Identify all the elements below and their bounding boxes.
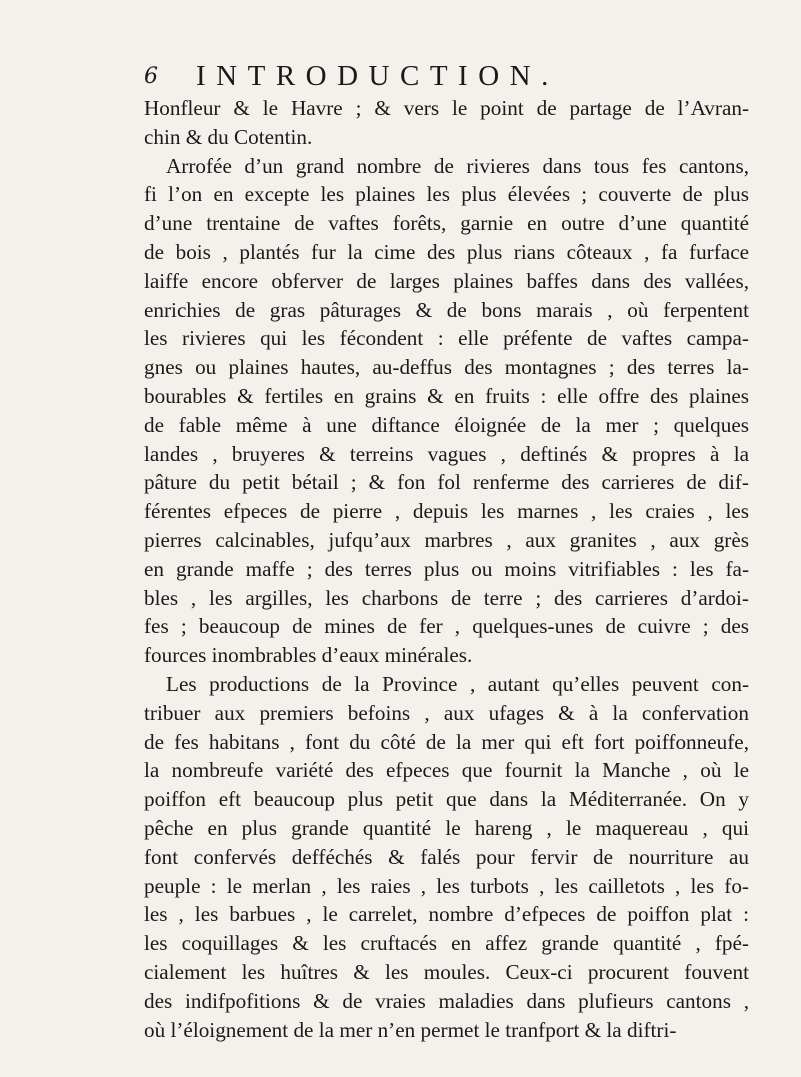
text-line: landes , bruyeres & terreins vagues , deftinés & propres à la	[144, 441, 749, 466]
text-line: tribuer aux premiers befoins , aux ufages & à la confervation	[144, 700, 749, 725]
text-line: font confervés defféchés & falés pour fervir de nourriture au	[144, 844, 749, 869]
text-line: la nombreufe variété des efpeces que fournit la Manche , où le	[144, 758, 749, 783]
text-line: de bois , plantés fur la cime des plus rians côteaux , fa furface	[144, 239, 749, 264]
text-line: pêche en plus grande quantité le hareng , le maquereau , qui	[144, 815, 749, 840]
text-line: en grande maffe ; des terres plus ou moins vitrifiables : les fa-	[144, 556, 749, 581]
text-line: pierres calcinables, jufqu’aux marbres , aux granites , aux grès	[144, 527, 749, 552]
page-header	[144, 58, 744, 98]
text-line: les , les barbues , le carrelet, nombre d’efpeces de poiffon plat :	[144, 902, 749, 927]
paragraph	[144, 670, 749, 1044]
running-title: INTRODUCTION.	[196, 60, 559, 92]
text-line: fes ; beaucoup de mines de fer , quelques-unes de cuivre ; des	[144, 614, 749, 639]
text-line: laiffe encore obferver de larges plaines baffes dans des vallées,	[144, 268, 749, 293]
text-line: Arrofée d’un grand nombre de rivieres dans tous fes cantons,	[166, 153, 749, 178]
text-line: Les productions de la Province , autant qu’elles peuvent con-	[166, 671, 749, 696]
text-line: des indifpofitions & de vraies maladies dans plufieurs cantons ,	[144, 988, 749, 1013]
text-line: où l’éloignement de la mer n’en permet le tranfport & la diftri-	[144, 1017, 677, 1042]
text-line: fi l’on en excepte les plaines les plus élevées ; couverte de plus	[144, 182, 749, 207]
text-line: férentes efpeces de pierre , depuis les marnes , les craies , les	[144, 499, 749, 524]
text-line: les rivieres qui les fécondent : elle préfente de vaftes campa-	[144, 326, 749, 351]
text-line: bles , les argilles, les charbons de terre ; des carrieres d’ardoi-	[144, 585, 749, 610]
text-line: de fable même à une diftance éloignée de la mer ; quelques	[144, 412, 749, 437]
body-text	[144, 94, 749, 1044]
text-line: Honfleur & le Havre ; & vers le point de partage de l’Avran-	[144, 96, 749, 120]
paragraph	[144, 152, 749, 670]
page-number: 6	[144, 64, 158, 89]
text-line: chin & du Cotentin.	[144, 124, 313, 149]
text-line: fources inombrables d’eaux minérales.	[144, 643, 473, 668]
text-line: de fes habitans , font du côté de la mer qui eft fort poiffonneufe,	[144, 729, 749, 754]
text-line: cialement les huîtres & les moules. Ceux-ci procurent fouvent	[144, 959, 749, 984]
paragraph	[144, 94, 749, 152]
text-line: les coquillages & les cruftacés en affez grande quantité , fpé-	[144, 931, 749, 956]
text-line: d’une trentaine de vaftes forêts, garnie en outre d’une quantité	[144, 211, 749, 236]
text-line: poiffon eft beaucoup plus petit que dans la Méditerranée. On y	[144, 787, 749, 812]
text-line: enrichies de gras pâturages & de bons marais , où ferpentent	[144, 297, 749, 322]
text-line: peuple : le merlan , les raies , les turbots , les cailletots , les fo-	[144, 873, 749, 898]
text-line: gnes ou plaines hautes, au-deffus des montagnes ; des terres la-	[144, 355, 749, 380]
text-line: pâture du petit bétail ; & fon fol renferme des carrieres de dif-	[144, 470, 749, 495]
text-line: bourables & fertiles en grains & en fruits : elle offre des plaines	[144, 383, 749, 408]
